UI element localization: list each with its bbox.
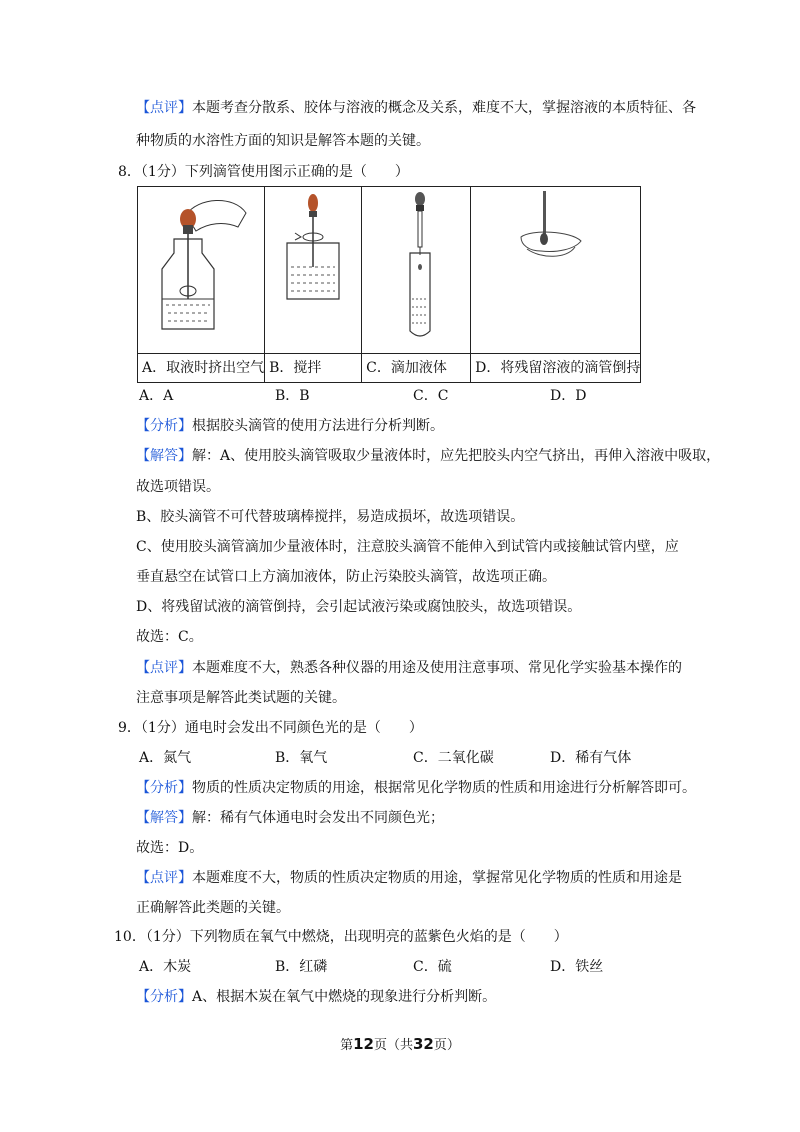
review-tag: 【点评】: [136, 870, 192, 886]
dropper-inverted-hand-illustration: [471, 187, 638, 353]
page-number: 12: [353, 1035, 374, 1053]
dropper-stirring-beaker-illustration: [265, 187, 361, 353]
caption-c: C．滴加液体: [362, 354, 471, 383]
q10-stem: 10．（1分）下列物质在氧气中燃烧，出现明亮的蓝紫色火焰的是（ ）: [114, 929, 568, 945]
q8-figure-table: [137, 186, 641, 383]
analysis-tag: 【分析】: [136, 418, 192, 434]
q9-review-line1: 【点评】本题难度不大，物质的性质决定物质的用途，掌握常见化学物质的性质和用途是: [136, 870, 682, 886]
q9-option-b[interactable]: B．氧气: [275, 750, 328, 766]
q9-stem: 9．（1分）通电时会发出不同颜色光的是（ ）: [118, 720, 423, 736]
figure-b: [265, 187, 362, 354]
dropper-adding-liquid-illustration: [362, 187, 470, 353]
caption-d: D．将残留溶液的滴管倒持: [471, 354, 641, 383]
q8-answer-line6: D、将残留试液的滴管倒持，会引起试液污染或腐蚀胶头，故选项错误。: [136, 599, 582, 615]
figure-c: [362, 187, 471, 354]
analysis-tag: 【分析】: [136, 780, 192, 796]
page-total: 32: [413, 1035, 434, 1053]
caption-b: B．搅拌: [265, 354, 362, 383]
q8-stem: 8．（1分）下列滴管使用图示正确的是（ ）: [118, 164, 409, 180]
q9-answer-line1: 【解答】解：稀有气体通电时会发出不同颜色光；: [136, 810, 444, 826]
q8-analysis: 【分析】根据胶头滴管的使用方法进行分析判断。: [136, 418, 444, 434]
q9-answer-line2: 故选：D。: [136, 840, 204, 856]
q10-option-a[interactable]: A．木炭: [139, 959, 192, 975]
q8-answer-line7: 故选：C。: [136, 629, 203, 645]
dropper-squeeze-bottle-illustration: [138, 187, 264, 353]
q9-option-a[interactable]: A．氮气: [139, 750, 192, 766]
prev-review-line1: 【点评】本题考查分散系、胶体与溶液的概念及关系，难度不大，掌握溶液的本质特征、各: [136, 100, 696, 116]
q8-option-d[interactable]: D．D: [550, 388, 587, 404]
q8-answer-line5: 垂直悬空在试管口上方滴加液体，防止污染胶头滴管，故选项正确。: [136, 569, 556, 585]
analysis-tag: 【分析】: [136, 989, 192, 1005]
page-footer: 第12页（共32页）: [340, 1035, 460, 1053]
review-tag: 【点评】: [136, 660, 192, 676]
q10-analysis: 【分析】A、根据木炭在氧气中燃烧的现象进行分析判断。: [136, 989, 497, 1005]
review-tag: 【点评】: [136, 100, 192, 116]
q9-review-line2: 正确解答此类题的关键。: [136, 900, 290, 916]
figure-a: [138, 187, 265, 354]
q8-option-c[interactable]: C．C: [413, 388, 449, 404]
q9-option-d[interactable]: D．稀有气体: [550, 750, 632, 766]
q9-option-c[interactable]: C．二氧化碳: [413, 750, 494, 766]
answer-tag: 【解答】: [136, 810, 192, 826]
q10-option-b[interactable]: B．红磷: [275, 959, 328, 975]
q8-answer-line1: 【解答】解：A、使用胶头滴管吸取少量液体时，应先把胶头内空气挤出，再伸入溶液中吸取，: [136, 448, 721, 464]
q8-answer-line3: B、胶头滴管不可代替玻璃棒搅拌，易造成损坏，故选项错误。: [136, 509, 525, 525]
caption-a: A．取液时挤出空气: [138, 354, 265, 383]
q9-analysis: 【分析】物质的性质决定物质的用途，根据常见化学物质的性质和用途进行分析解答即可。: [136, 780, 696, 796]
q8-review-line2: 注意事项是解答此类试题的关键。: [136, 690, 346, 706]
q8-answer-line4: C、使用胶头滴管滴加少量液体时，注意胶头滴管不能伸入到试管内或接触试管内壁，应: [136, 539, 679, 555]
answer-tag: 【解答】: [136, 448, 192, 464]
q8-answer-line2: 故选项错误。: [136, 479, 220, 495]
q10-option-d[interactable]: D．铁丝: [550, 959, 604, 975]
q8-option-b[interactable]: B．B: [275, 388, 310, 404]
q8-option-a[interactable]: A．A: [139, 388, 174, 404]
q10-option-c[interactable]: C．硫: [413, 959, 452, 975]
figure-d: [471, 187, 641, 354]
prev-review-line2: 种物质的水溶性方面的知识是解答本题的关键。: [136, 133, 430, 149]
q8-review-line1: 【点评】本题难度不大，熟悉各种仪器的用途及使用注意事项、常见化学实验基本操作的: [136, 660, 682, 676]
